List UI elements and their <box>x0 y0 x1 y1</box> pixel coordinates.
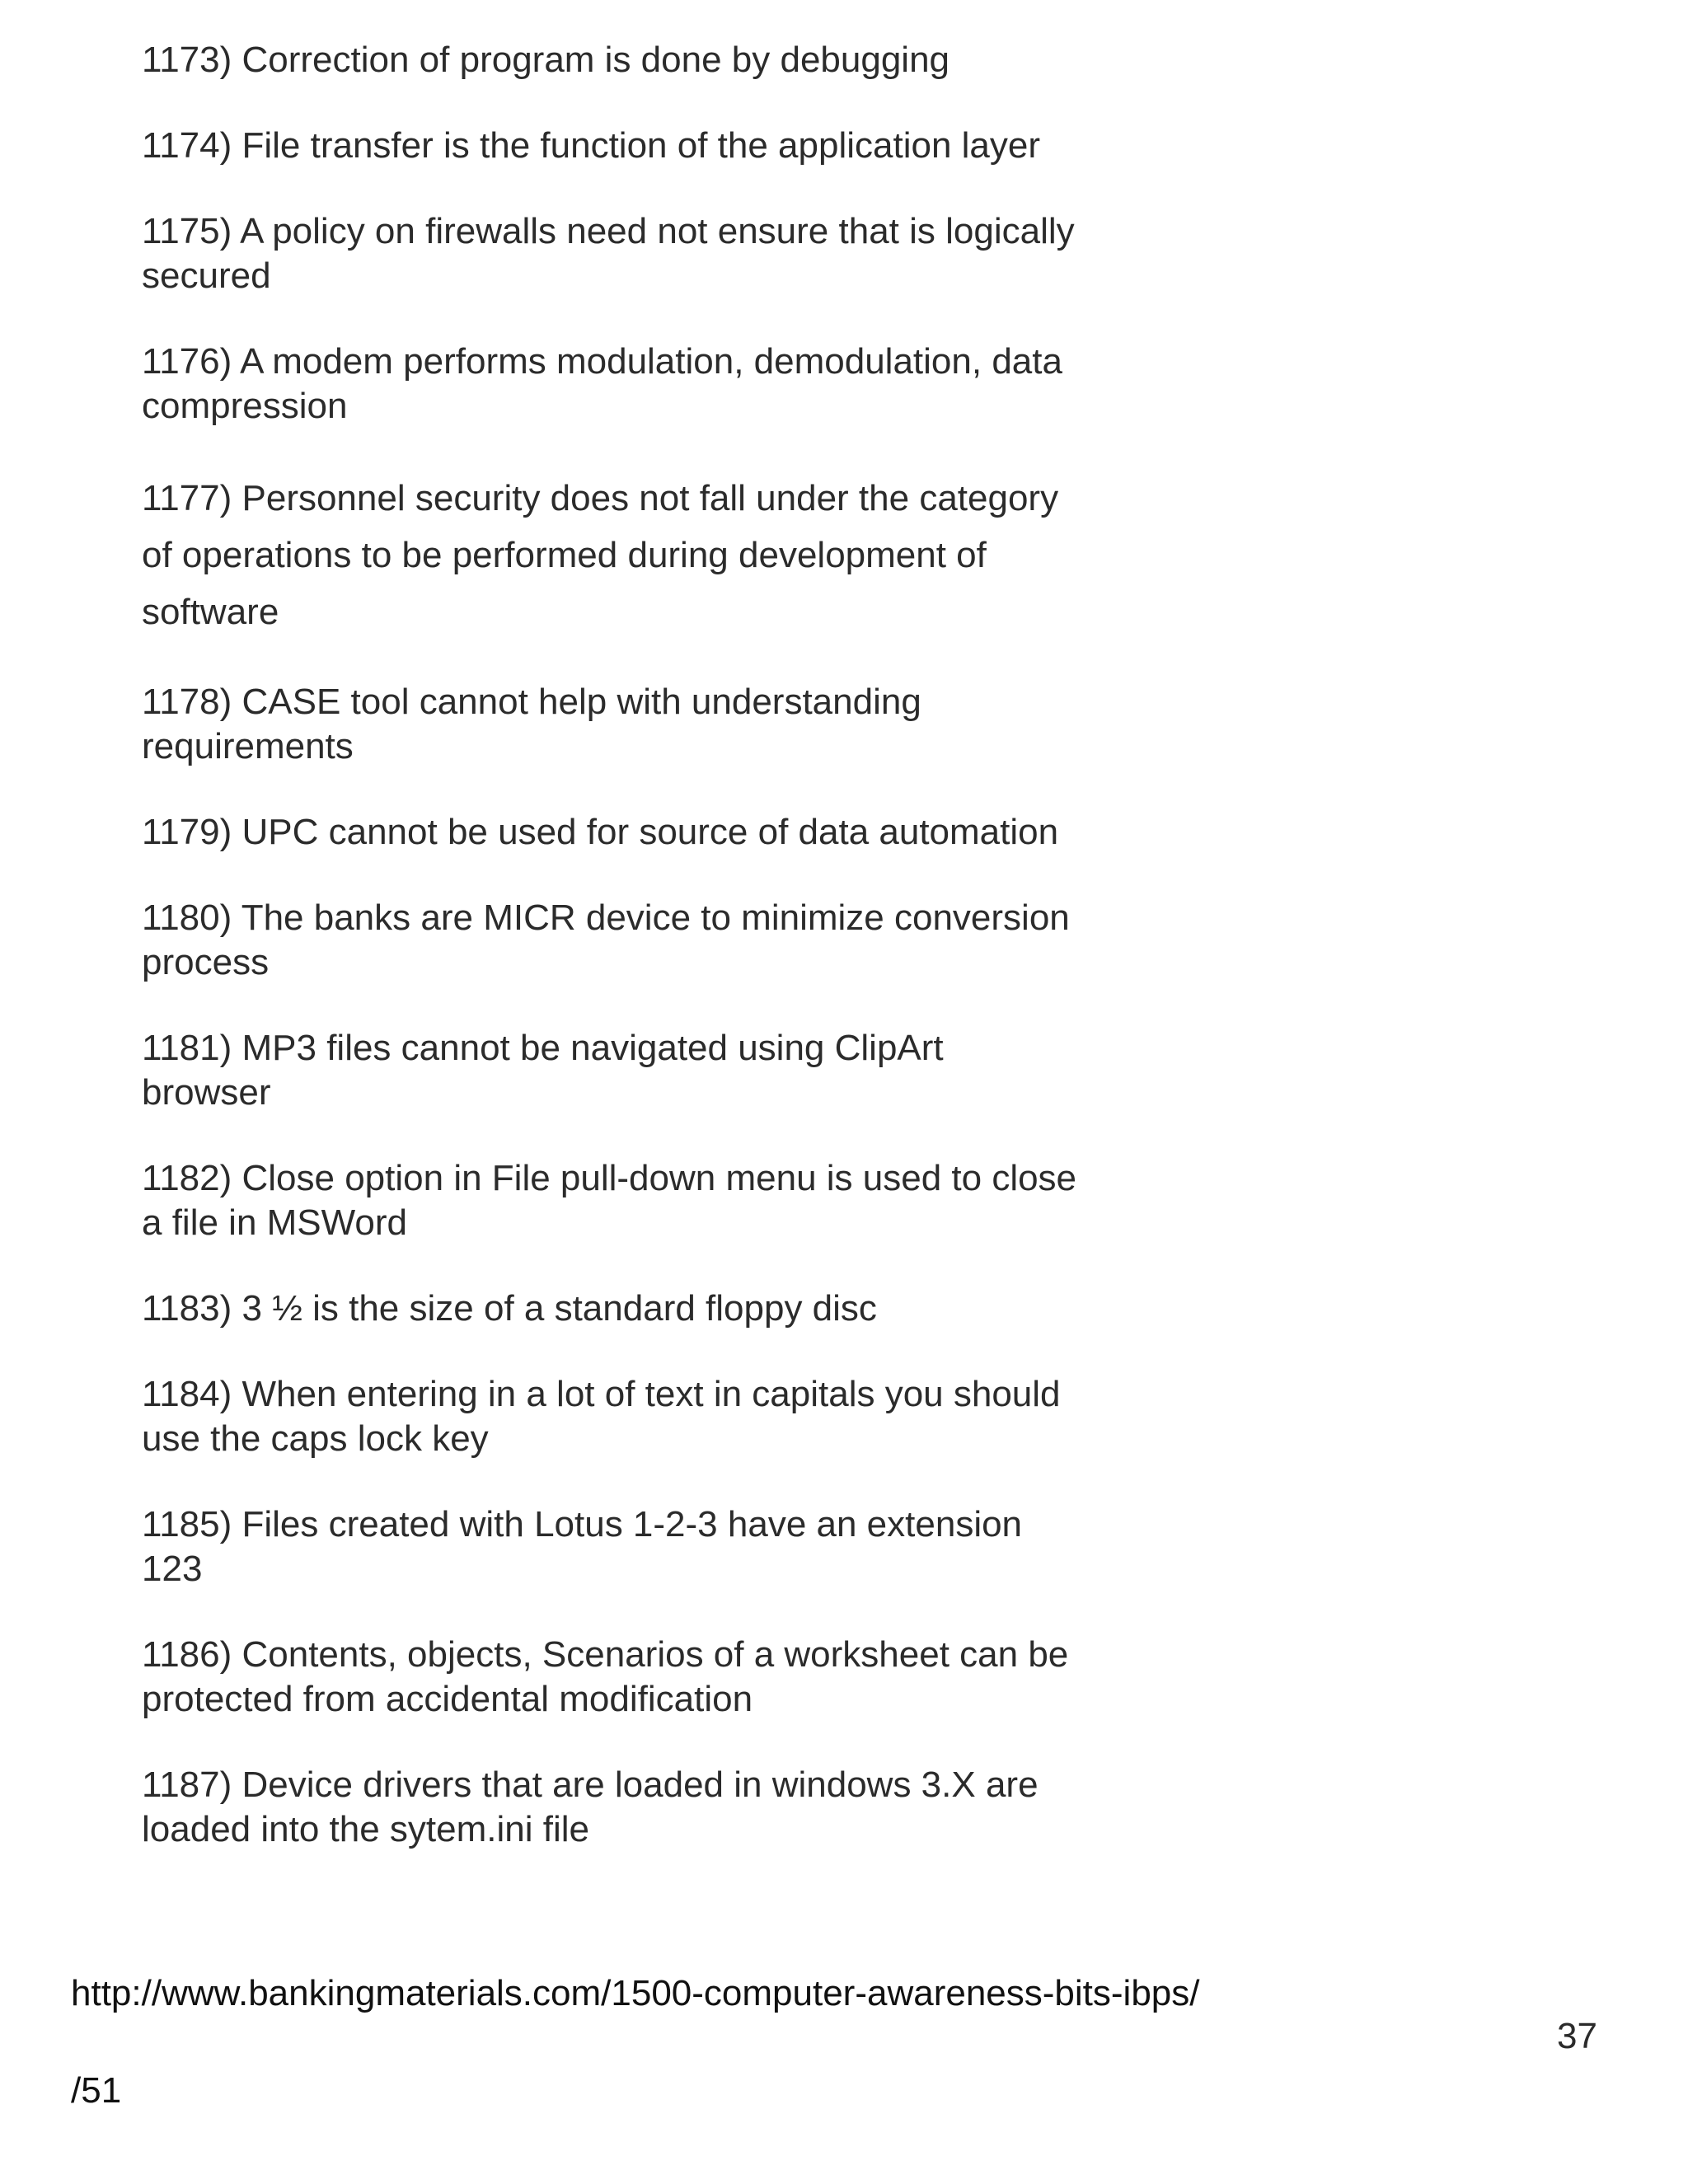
list-item: 1181) MP3 files cannot be navigated using ClipArt browser <box>142 1028 944 1113</box>
page-total: /51 <box>71 2070 122 2111</box>
list-item: 1183) 3 ½ is the size of a standard floppy disc <box>142 1288 877 1329</box>
list-item: 1178) CASE tool cannot help with understanding requirements <box>142 682 921 766</box>
list-item: 1187) Device drivers that are loaded in windows 3.X are loaded into the sytem.ini file <box>142 1765 1039 1849</box>
list-item: 1175) A policy on firewalls need not ensure that is logically secured <box>142 211 1075 296</box>
list-item: 1176) A modem performs modulation, demodulation, data compression <box>142 341 1062 426</box>
list-item: 1180) The banks are MICR device to minimize conversion process <box>142 898 1070 982</box>
page-number: 37 <box>1557 2016 1597 2056</box>
footer-url[interactable]: http://www.bankingmaterials.com/1500-computer-awareness-bits-ibps/ <box>71 1973 1200 2013</box>
list-item: 1173) Correction of program is done by debugging <box>142 40 950 80</box>
list-item: 1185) Files created with Lotus 1-2-3 have an extension 123 <box>142 1504 1023 1589</box>
list-item: 1179) UPC cannot be used for source of data automation <box>142 812 1059 852</box>
list-item: 1177) Personnel security does not fall under the category of operations to be performed during development of software <box>142 478 1059 632</box>
list-item: 1184) When entering in a lot of text in capitals you should use the caps lock key <box>142 1374 1061 1459</box>
list-item: 1186) Contents, objects, Scenarios of a worksheet can be protected from accidental modification <box>142 1634 1069 1719</box>
list-item: 1174) File transfer is the function of the application layer <box>142 125 1041 166</box>
list-item: 1182) Close option in File pull-down menu is used to close a file in MSWord <box>142 1158 1077 1243</box>
document-body <box>142 38 1081 1893</box>
